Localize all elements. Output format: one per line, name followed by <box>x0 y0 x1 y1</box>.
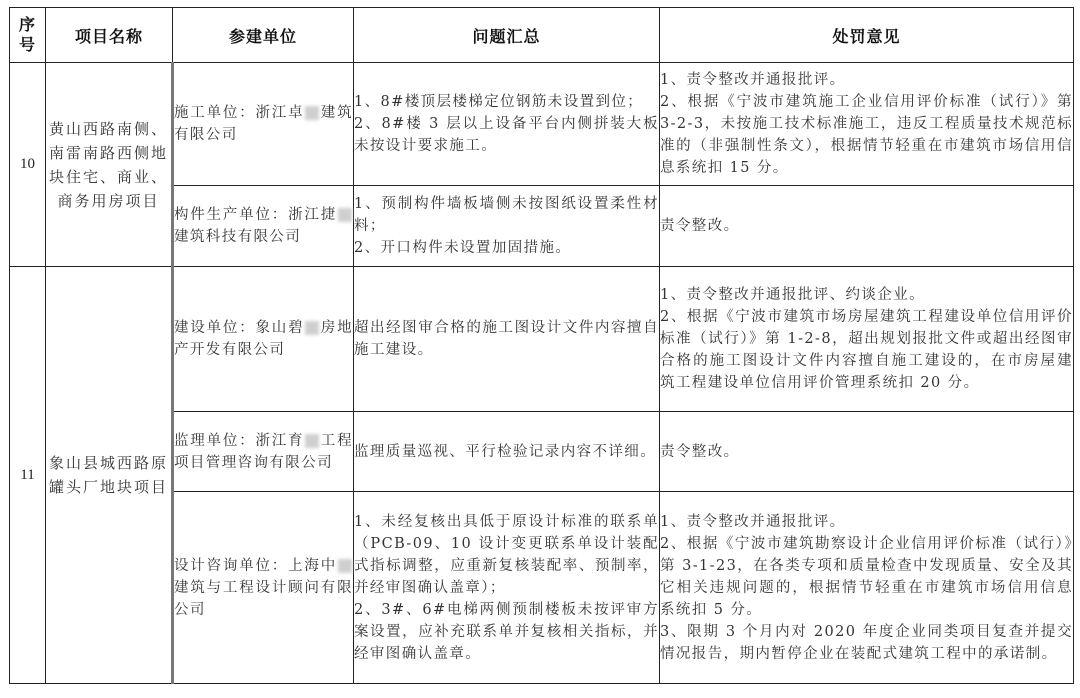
penalty-line: 2、根据《宁波市建筑市场房屋建筑工程建设单位信用评价标准（试行）》第 1-2-8，超出规划报批文件或超出经图审合格的施工图设计文件内容擅自施工建设的，在市房屋建筑工程建设单位信用评价管理系统扣 20 分。 <box>660 309 1073 391</box>
unit-cell <box>173 492 354 684</box>
penalty-cell <box>660 492 1074 684</box>
issue-cell <box>354 267 660 412</box>
unit-name-suffix: 建筑与工程设计顾问有限公司 <box>174 579 353 618</box>
header-project-name: 项目名称 <box>46 8 173 63</box>
redaction-blur <box>338 559 352 573</box>
penalty-line: 1、责令整改并通报批评、约谈企业。 <box>660 287 926 303</box>
unit-name-prefix: 构件生产单位：浙江捷 <box>174 207 337 223</box>
redaction-blur <box>305 321 319 335</box>
redaction-blur <box>305 434 319 448</box>
penalty-line: 2、根据《宁波市建筑勘察设计企业信用评价标准（试行）》第 3-1-23，在各类专项和质量检查中发现质量、安全及其它相关违规问题的，根据情节轻重在市建筑市场信用信息系统扣 5 分。 <box>660 535 1073 618</box>
issue-line: 1、未经复核出具低于原设计标准的联系单（PCB-09、10 设计变更联系单设计装配式指标调整，应重新复核装配率、预制率，并经审图确认盖章）； <box>354 513 659 596</box>
unit-name-prefix: 施工单位：浙江卓 <box>174 105 305 121</box>
issue-line: 监理质量巡视、平行检验记录内容不详细。 <box>354 443 657 460</box>
issue-line: 1、预制构件墙板墙侧未按图纸设置柔性材料； <box>354 196 659 234</box>
redaction-blur <box>305 106 319 120</box>
penalty-line: 3、限期 3 个月内对 2020 年度企业同类项目复查并提交情况报告，期内暂停企业在装配式建筑工程中的承诺制。 <box>660 623 1073 662</box>
unit-cell <box>173 186 354 267</box>
issue-line: 超出经图审合格的施工图设计文件内容擅自施工建设。 <box>354 320 659 358</box>
issue-line: 2、3#、6#电梯两侧预制楼板未按评审方案设置，应补充联系单并复核相关指标，并经审图确认盖章。 <box>354 601 659 662</box>
unit-name-suffix: 建筑科技有限公司 <box>174 229 302 245</box>
unit-name-suffix: 工程项目管理咨询有限公司 <box>174 432 353 471</box>
penalty-line: 责令整改。 <box>660 443 740 460</box>
penalty-cell <box>660 267 1074 412</box>
issue-line: 1、8#楼顶层楼梯定位钢筋未设置到位； <box>354 94 644 110</box>
issue-line: 2、8#楼 3 层以上设备平台内侧拼装大板未按设计要求施工。 <box>354 116 659 154</box>
project-name-cell: 黄山西路南侧、南雷南路西侧地块住宅、商业、商务用房项目 <box>46 63 173 267</box>
table-row <box>10 267 1074 412</box>
header-penalty-opinion: 处罚意见 <box>660 8 1074 63</box>
penalty-line: 2、根据《宁波市建筑施工企业信用评价标准（试行）》第 3-2-3，未按施工技术标准施工，违反工程质量技术规范标准的（非强制性条文），根据情节轻重在市建筑市场信用信息系统扣 15 分。 <box>660 94 1073 176</box>
header-row <box>10 8 1074 63</box>
table-row <box>10 63 1074 186</box>
header-issue-summary: 问题汇总 <box>354 8 660 63</box>
penalty-cell <box>660 63 1074 186</box>
issue-cell <box>354 412 660 492</box>
unit-name-suffix: 房地产开发有限公司 <box>174 320 353 358</box>
header-participating-unit: 参建单位 <box>173 8 354 63</box>
unit-cell <box>173 267 354 412</box>
unit-name-suffix: 建筑有限公司 <box>174 105 353 143</box>
seq-cell: 10 <box>10 63 46 267</box>
penalty-line: 1、责令整改并通报批评。 <box>660 72 846 88</box>
issue-cell <box>354 63 660 186</box>
penalty-line: 责令整改。 <box>660 218 740 234</box>
unit-name-prefix: 建设单位：象山碧 <box>174 320 305 336</box>
issue-cell <box>354 186 660 267</box>
penalty-cell <box>660 412 1074 492</box>
issue-cell <box>354 492 660 684</box>
unit-name-prefix: 设计咨询单位：上海中 <box>174 557 337 574</box>
unit-name-prefix: 监理单位：浙江育 <box>174 432 305 449</box>
header-seq: 序号 <box>10 8 46 63</box>
unit-cell <box>173 63 354 186</box>
penalty-table <box>9 7 1074 684</box>
seq-cell: 11 <box>10 267 46 684</box>
redaction-blur <box>338 208 352 222</box>
project-name-cell: 象山县城西路原罐头厂地块项目 <box>46 267 173 684</box>
penalty-line: 1、责令整改并通报批评。 <box>660 513 846 530</box>
unit-cell <box>173 412 354 492</box>
issue-line: 2、开口构件未设置加固措施。 <box>354 240 572 256</box>
penalty-cell <box>660 186 1074 267</box>
